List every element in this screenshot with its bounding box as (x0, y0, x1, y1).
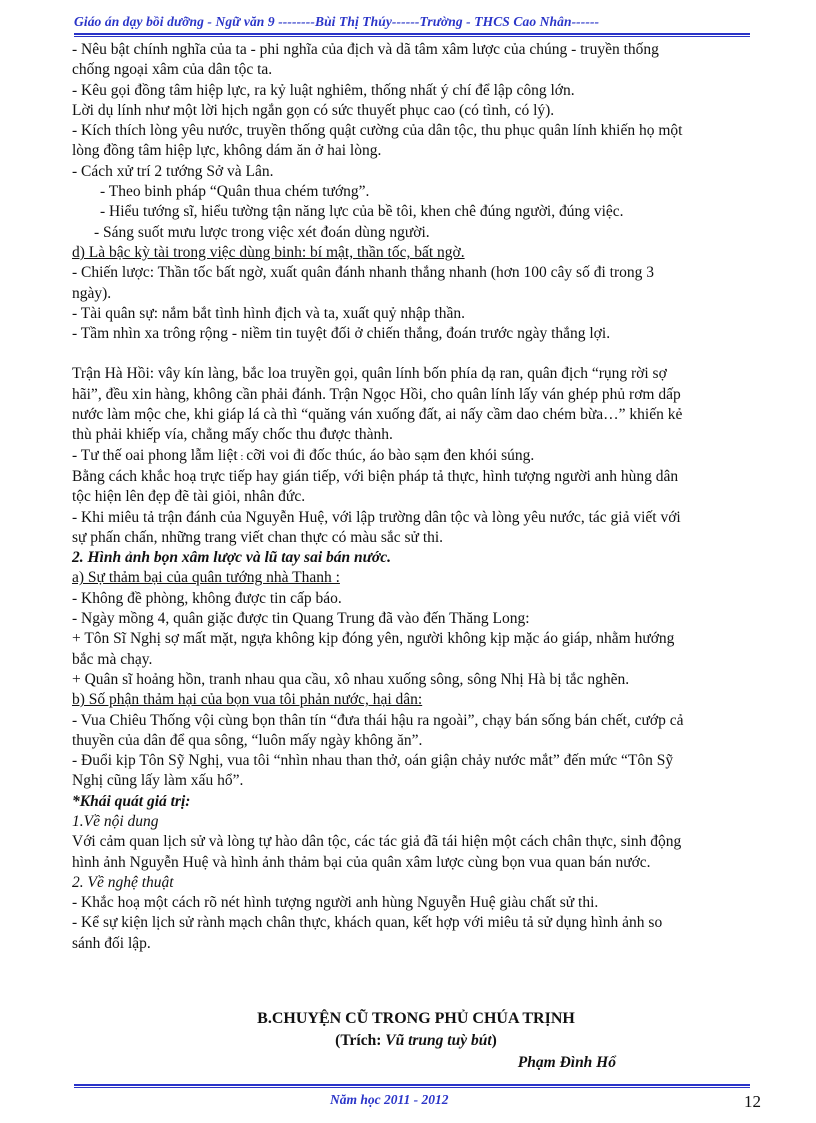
text-line: - Tài quân sự: nắm bắt tình hình địch và ta, xuất quỷ nhập thần. (72, 304, 465, 322)
text-line: ngày). (72, 284, 112, 302)
section-heading-d: d) Là bậc kỳ tài trong việc dùng binh: bí mật, thần tốc, bất ngờ. (72, 243, 465, 261)
text-line: Lời dụ lính như một lời hịch ngắn gọn có sức thuyết phục cao (có tình, có lý). (72, 101, 555, 119)
text-line: - Không đề phòng, không được tin cấp báo. (72, 589, 342, 607)
text-line: - Vua Chiêu Thống vội cùng bọn thân tín “đưa thái hậu ra ngoài”, chạy bán sống bán chết, cướp cả (72, 711, 684, 729)
subtitle-prefix: (Trích: (335, 1032, 386, 1049)
document-body (72, 40, 760, 954)
text-line: - Cách xử trí 2 tướng Sở và Lân. (72, 162, 274, 180)
text-line: - Sáng suốt mưu lược trong việc xét đoán dùng người. (94, 223, 430, 241)
section-heading-b: b) Số phận thảm hại của bọn vua tôi phản nước, hại dân: (72, 691, 423, 709)
text-line: Trận Hà Hồi: vây kín làng, bắc loa truyền gọi, quân lính bốn phía dạ ran, quân địch “rụng rời sợ (72, 365, 667, 383)
footer-rule (74, 1084, 750, 1088)
text-line: thuyền của dân để qua sông, “luôn mấy ngày không ăn”. (72, 731, 423, 749)
text-line: - Đuổi kịp Tôn Sỹ Nghị, vua tôi “nhìn nhau than thở, oán giận chảy nước mắt” đến mức “Tôn Sỹ (72, 752, 674, 770)
text-line: - Tầm nhìn xa trông rộng - niềm tin tuyệt đối ở chiến thắng, đoán trước ngày thắng lợi. (72, 325, 611, 343)
text-line: tộc hiện lên đẹp đẽ tài giỏi, nhân đức. (72, 488, 306, 506)
text-line: Bằng cách khắc hoạ trực tiếp hay gián tiếp, với biện pháp tả thực, hình tượng người anh hùng dân (72, 467, 679, 485)
text-line: lòng đồng tâm hiệp lực, không dám ăn ở hai lòng. (72, 142, 382, 160)
page-footer (74, 1084, 750, 1107)
text-span: - Tư thế oai phong lẫm liệt (72, 446, 238, 464)
summary-heading: *Khái quát giá trị: (72, 792, 191, 810)
header-rule (74, 33, 750, 37)
footer-text: Năm học 2011 - 2012 (330, 1092, 449, 1107)
section-heading-2: 2. Hình ảnh bọn xâm lược và lũ tay sai bán nước. (72, 549, 391, 567)
text-span: cỡi voi đi đốc thúc, áo bào sạm đen khói súng. (246, 446, 535, 464)
page-header (74, 6, 750, 36)
text-line: sự phấn chấn, những trang viết chan thực có màu sắc sử thi. (72, 528, 444, 546)
section-title: B.CHUYỆN CŨ TRONG PHỦ CHÚA TRỊNH (257, 1010, 575, 1027)
text-line: hình ảnh Nguyễn Huệ và hình ảnh thảm bại của quân xâm lược cùng bọn vua quan bán nước. (72, 853, 651, 871)
paragraph-gap (72, 344, 760, 364)
text-line: thù phải khiếp vía, chẳng mấy chốc thu được thành. (72, 426, 393, 444)
text-line: - Khắc hoạ một cách rõ nét hình tượng người anh hùng Nguyễn Huệ giàu chất sử thi. (72, 894, 599, 912)
subheading-content: 1.Về nội dung (72, 812, 159, 830)
text-line: - Hiểu tướng sĩ, hiểu tường tận năng lực của bề tôi, khen chê đúng người, đúng việc. (100, 203, 624, 221)
subtitle-work: Vũ trung tuỳ bút (385, 1032, 492, 1049)
text-line: - Theo binh pháp “Quân thua chém tướng”. (100, 183, 370, 201)
text-line: hãi”, đều xin hàng, không cần phải đánh. Trận Ngọc Hồi, cho quân lính lấy ván ghép phủ rơm dấp (72, 385, 681, 403)
section-title-block (72, 1008, 760, 1074)
section-heading-a: a) Sự thảm bại của quân tướng nhà Thanh : (72, 569, 340, 587)
colon-mark: : (237, 450, 247, 463)
subheading-art: 2. Về nghệ thuật (72, 873, 174, 891)
page-number: 12 (744, 1092, 761, 1111)
text-line: - Ngày mồng 4, quân giặc được tin Quang Trung đã vào đến Thăng Long: (72, 610, 530, 628)
subtitle-suffix: ) (491, 1032, 497, 1049)
header-text: Giáo án dạy bồi dưỡng - Ngữ văn 9 --------Bùi Thị Thúy------Trường - THCS Cao Nhân------ (74, 14, 600, 29)
text-line: - Kêu gọi đồng tâm hiệp lực, ra kỷ luật nghiêm, thống nhất ý chí để lập công lớn. (72, 81, 575, 99)
text-line: - Nêu bật chính nghĩa của ta - phi nghĩa của địch và dã tâm xâm lược của chúng - truyền thống (72, 41, 659, 58)
text-line: - Kể sự kiện lịch sử rành mạch chân thực, khách quan, kết hợp với miêu tả sử dụng hình ảnh so (72, 914, 663, 932)
text-line: bắc mà chạy. (72, 650, 153, 668)
section-subtitle (72, 1030, 760, 1052)
text-line: chống ngoại xâm của dân tộc ta. (72, 61, 273, 79)
text-line: - Chiến lược: Thần tốc bất ngờ, xuất quân đánh nhanh thắng nhanh (hơn 100 cây số đi trong 3 (72, 264, 654, 282)
text-line: + Quân sĩ hoảng hồn, tranh nhau qua cầu, xô nhau xuống sông, sông Nhị Hà bị tắc nghẽn. (72, 670, 630, 688)
text-line: Nghị cũng lấy làm xấu hổ”. (72, 772, 244, 790)
author-name: Phạm Đình Hổ (517, 1054, 616, 1071)
text-line: nước làm mộc che, khi giáp lá cà thì “quăng ván xuống đất, ai nấy cầm dao chém bừa…” khiến kẻ (72, 406, 683, 424)
text-line: sánh đối lập. (72, 934, 151, 952)
text-line: - Kích thích lòng yêu nước, truyền thống quật cường của dân tộc, thu phục quân lính khiến họ một (72, 122, 683, 140)
text-line: Với cảm quan lịch sử và lòng tự hào dân tộc, các tác giả đã tái hiện một cách chân thực, sinh động (72, 833, 682, 851)
text-line (72, 446, 760, 467)
text-line: + Tôn Sĩ Nghị sợ mất mặt, ngựa không kịp đóng yên, người không kịp mặc áo giáp, nhằm hướng (72, 630, 675, 648)
text-line: - Khi miêu tả trận đánh của Nguyễn Huệ, với lập trường dân tộc và lòng yêu nước, tác giả viết với (72, 508, 681, 526)
